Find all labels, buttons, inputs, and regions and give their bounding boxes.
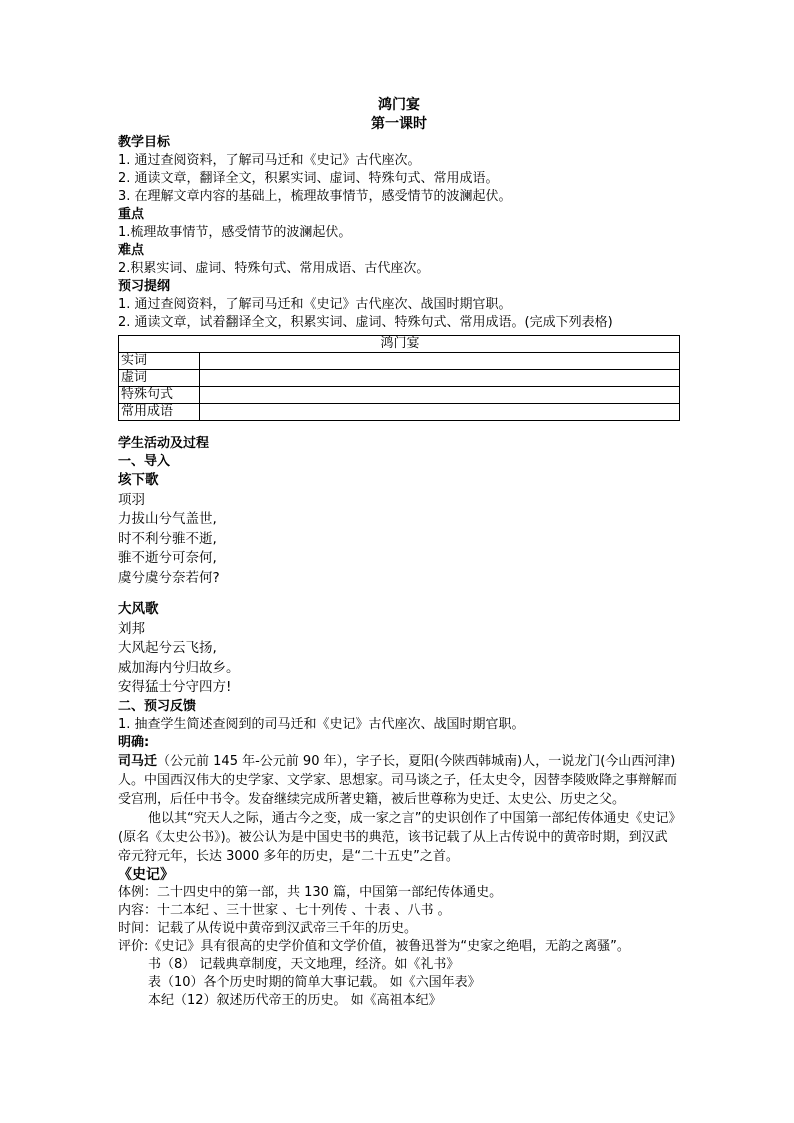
table-cell-empty — [200, 404, 680, 421]
preview-item: 2. 通读文章，试着翻译全文，积累实词、虚词、特殊句式、常用成语。(完成下列表格) — [118, 315, 613, 330]
poem2-line: 大风起兮云飞扬, — [118, 640, 217, 656]
poem1-line: 力拔山兮气盖世, — [118, 511, 217, 527]
preview-item: 1. 通过查阅资料，了解司马迁和《史记》古代座次、战国时期官职。 — [118, 297, 512, 312]
poem2-line: 安得猛士兮守四方! — [118, 679, 232, 695]
page-title: 鸿门宴 — [378, 97, 420, 113]
table-row-label: 常用成语 — [119, 404, 200, 421]
shiji-sub-line: 表（10）各个历史时期的简单大事记载。 如《六国年表》 — [148, 974, 481, 990]
table-row-label: 特殊句式 — [119, 387, 200, 404]
section-intro: 一、导入 — [118, 454, 171, 469]
sima-qian-paragraph — [118, 752, 680, 809]
table-header: 鸿门宴 — [119, 336, 680, 353]
clarify-label: 明确: — [118, 734, 150, 750]
goals-heading: 教学目标 — [118, 135, 171, 150]
section-feedback: 二、预习反馈 — [118, 698, 197, 714]
table-header-row — [119, 336, 680, 353]
vocab-table — [118, 335, 680, 421]
shiji-line: 内容：十二本纪 、三十世家 、七十列传 、十表 、八书 。 — [118, 902, 451, 918]
table-row — [119, 387, 680, 404]
poem2-title: 大风歌 — [118, 601, 159, 617]
goal-item: 3. 在理解文章内容的基础上，梳理故事情节，感受情节的波澜起伏。 — [118, 189, 512, 204]
shiji-line: 时间：记载了从传说中黄帝到汉武帝三千年的历史。 — [118, 920, 418, 936]
poem1-line: 虞兮虞兮奈若何? — [118, 569, 220, 586]
table-row — [119, 370, 680, 387]
key-points-text: 1.梳理故事情节，感受情节的波澜起伏。 — [118, 225, 352, 240]
table-row — [119, 404, 680, 421]
preview-heading: 预习提纲 — [118, 279, 171, 294]
poem1-author: 项羽 — [118, 491, 145, 508]
page-subtitle: 第一课时 — [371, 116, 427, 132]
sima-qian-bio: （公元前 145 年-公元前 90 年），字子长，夏阳(今陕西韩城南)人，一说龙门(今山西河津)人。中国西汉伟大的史学家、文学家、思想家。司马谈之子，任太史令，因替李陵败降之事辩解而受宫刑，后任中书令。发奋继续完成所著史籍，被后世尊称为史迁、太史公、历史之父。 — [118, 753, 678, 807]
shiji-sub-line: 本纪（12）叙述历代帝王的历史。 如《高祖本纪》 — [148, 992, 442, 1008]
shiji-line: 体例：二十四史中的第一部，共 130 篇，中国第一部纪传体通史。 — [118, 884, 503, 900]
shiji-line: 评价:《史记》具有很高的史学价值和文学价值，被鲁迅誉为“史家之绝唱，无韵之离骚”。 — [118, 938, 630, 954]
sima-qian-name: 司马迁 — [118, 753, 158, 769]
difficulties-text: 2.积累实词、虚词、特殊句式、常用成语、古代座次。 — [118, 261, 430, 276]
difficulties-heading: 难点 — [118, 243, 145, 258]
shiji-sub-line: 书（8） 记载典章制度，天文地理，经济。如《礼书》 — [148, 956, 460, 972]
table-row — [119, 353, 680, 370]
goal-item: 2. 通读文章，翻译全文，积累实词、虚词、特殊句式、常用成语。 — [118, 171, 499, 186]
poem1-line: 时不利兮骓不逝, — [118, 530, 217, 547]
table-cell-empty — [200, 370, 680, 387]
shiji-paragraph: 他以其“究天人之际，通古今之变，成一家之言”的史识创作了中国第一部纪传体通史《史记》(原名《太史公书》)。被公认为是中国史书的典范，该书记载了从上古传说中的黄帝时期，到汉武帝元狩元年，长达 3000 多年的历史，是“二十五史”之首。 — [118, 810, 675, 864]
key-points-heading: 重点 — [118, 207, 145, 222]
goal-item: 1. 通过查阅资料，了解司马迁和《史记》古代座次。 — [118, 153, 421, 168]
document-page — [118, 96, 680, 1010]
shiji-heading: 《史记》 — [118, 866, 174, 883]
poem1-line: 骓不逝兮可奈何, — [118, 550, 217, 566]
table-row-label: 实词 — [119, 353, 200, 370]
poem1-title: 垓下歌 — [118, 472, 159, 488]
table-cell-empty — [200, 353, 680, 370]
feedback-item: 1. 抽查学生简述查阅到的司马迁和《史记》古代座次、战国时期官职。 — [118, 716, 525, 732]
poem2-line: 威加海内兮归故乡。 — [118, 659, 240, 676]
activity-heading: 学生活动及过程 — [118, 436, 210, 451]
table-cell-empty — [200, 387, 680, 404]
poem2-author: 刘邦 — [118, 620, 145, 637]
table-row-label: 虚词 — [119, 370, 200, 387]
